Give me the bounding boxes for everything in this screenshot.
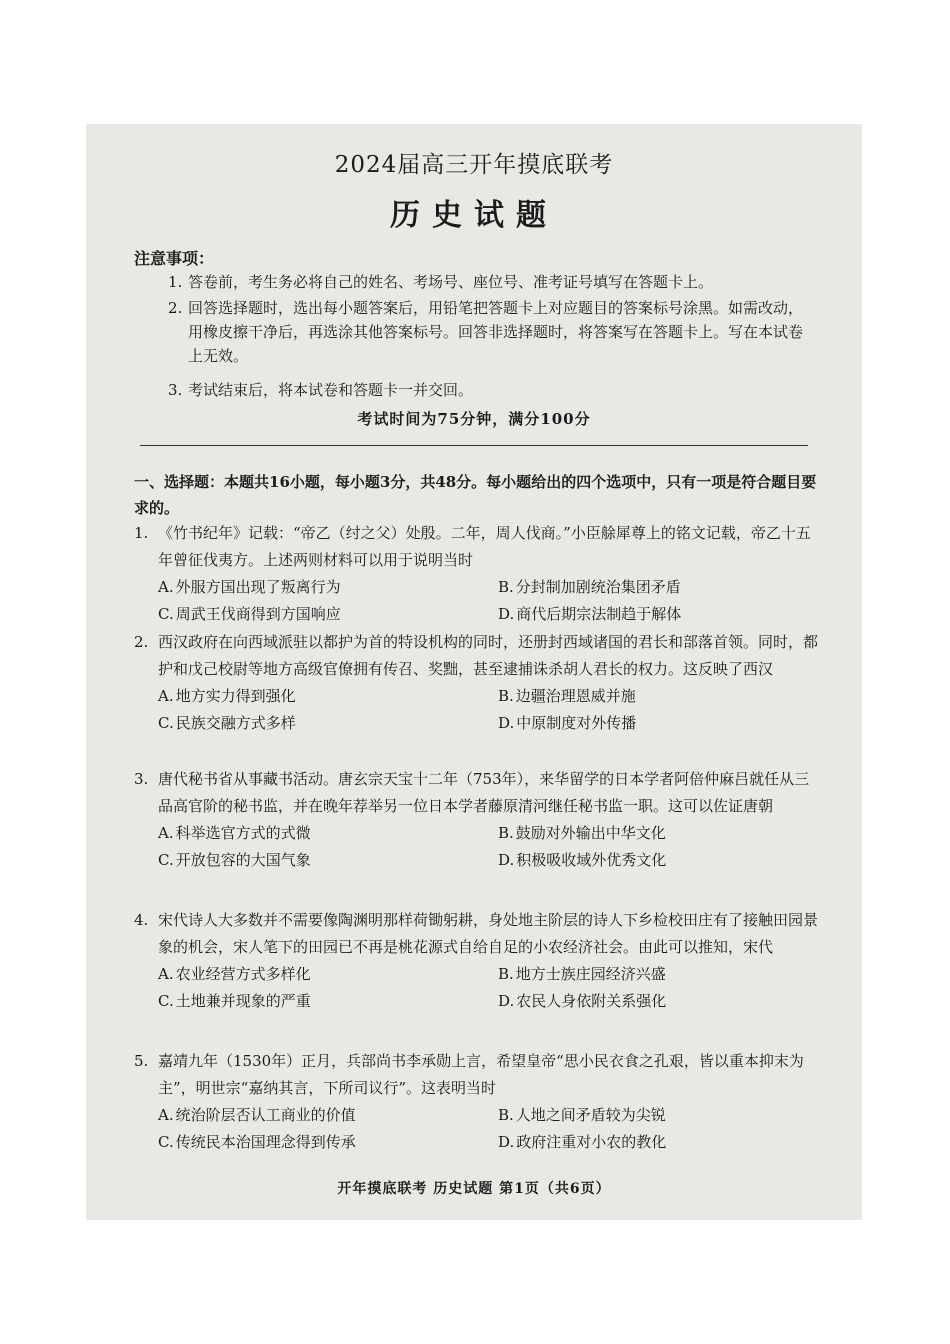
exam-paper-photo — [86, 124, 862, 1220]
option-text: 商代后期宗法制趋于解体 — [516, 605, 682, 623]
option-b — [498, 683, 838, 710]
option-b — [498, 574, 838, 601]
option-text: 地方士族庄园经济兴盛 — [515, 965, 666, 983]
option-text: 边疆治理恩威并施 — [515, 687, 636, 705]
question-3 — [134, 766, 824, 874]
option-text: 农民人身依附关系强化 — [516, 992, 667, 1010]
option-letter: C. — [158, 714, 174, 732]
question-text: 宋代诗人大多数并不需要像陶渊明那样荷锄躬耕，身处地主阶层的诗人下乡检校田庄有了接触田园景象的机会，宋人笔下的田园已不再是桃花源式自给自足的小农经济社会。由此可以推知，宋代 — [158, 911, 819, 956]
question-1 — [134, 520, 824, 628]
question-5 — [134, 1048, 824, 1156]
option-letter: A. — [158, 1106, 174, 1124]
option-letter: A. — [158, 965, 174, 983]
option-letter: A. — [158, 687, 174, 705]
option-d — [498, 847, 838, 874]
notice-item-1 — [168, 270, 818, 294]
option-c — [158, 601, 498, 628]
subject-title: 历史试题 — [390, 198, 558, 233]
option-letter: D. — [498, 605, 515, 623]
option-list — [134, 683, 824, 737]
option-text: 积极吸收域外优秀文化 — [516, 851, 667, 869]
option-letter: D. — [498, 714, 515, 732]
notice-item-text: 答卷前，考生务必将自己的姓名、考场号、座位号、准考证号填写在答题卡上。 — [188, 273, 714, 291]
option-a — [158, 961, 498, 988]
option-text: 政府注重对小农的教化 — [516, 1133, 667, 1151]
question-text: 《竹书纪年》记载：“帝乙（纣之父）处殷。二年，周人伐商。”小臣艅犀尊上的铭文记载，帝乙十五年曾征伐夷方。上述两则材料可以用于说明当时 — [158, 524, 811, 569]
notice-item-3 — [168, 378, 818, 402]
notice-item-text: 回答选择题时，选出每小题答案后，用铅笔把答题卡上对应题目的答案标号涂黑。如需改动，用橡皮擦干净后，再选涂其他答案标号。回答非选择题时，将答案写在答题卡上。写在本试卷上无效。 — [188, 299, 804, 365]
option-text: 地方实力得到强化 — [175, 687, 296, 705]
option-letter: D. — [498, 1133, 515, 1151]
option-text: 外服方国出现了叛离行为 — [175, 578, 341, 596]
option-text: 开放包容的大国气象 — [175, 851, 311, 869]
question-number: 3. — [134, 770, 149, 788]
option-letter: C. — [158, 851, 174, 869]
option-c — [158, 847, 498, 874]
option-letter: B. — [498, 965, 514, 983]
notice-heading: 注意事项： — [134, 249, 215, 268]
question-text: 唐代秘书省从事藏书活动。唐玄宗天宝十二年（753年），来华留学的日本学者阿倍仲麻吕就任从三品高官阶的秘书监，并在晚年荐举另一位日本学者藤原清河继任秘书监一职。这可以佐证唐朝 — [158, 770, 810, 815]
question-stem — [134, 629, 824, 683]
option-a — [158, 574, 498, 601]
option-b — [498, 961, 838, 988]
option-text: 传统民本治国理念得到传承 — [175, 1133, 356, 1151]
option-letter: D. — [498, 992, 515, 1010]
option-c — [158, 710, 498, 737]
question-2 — [134, 629, 824, 737]
page-footer: 开年摸底联考 历史试题 第1页（共6页） — [337, 1181, 611, 1197]
option-d — [498, 1129, 838, 1156]
question-stem — [134, 1048, 824, 1102]
option-text: 鼓励对外输出中华文化 — [515, 824, 666, 842]
option-list — [134, 820, 824, 874]
option-letter: B. — [498, 1106, 514, 1124]
option-text: 中原制度对外传播 — [516, 714, 637, 732]
option-b — [498, 1102, 838, 1129]
question-stem — [134, 907, 824, 961]
exam-time-note: 考试时间为75分钟，满分100分 — [357, 410, 591, 428]
option-letter: A. — [158, 578, 174, 596]
notice-item-number: 3. — [168, 381, 183, 399]
question-text: 嘉靖九年（1530年）正月，兵部尚书李承勋上言，希望皇帝“思小民衣食之孔艰，皆以重本抑末为主”，明世宗“嘉纳其言，下所司议行”。这表明当时 — [158, 1052, 804, 1097]
question-4 — [134, 907, 824, 1015]
header-divider — [140, 445, 808, 446]
option-a — [158, 820, 498, 847]
option-list — [134, 1102, 824, 1156]
option-letter: B. — [498, 824, 514, 842]
notice-item-number: 1. — [168, 273, 183, 291]
option-letter: A. — [158, 824, 174, 842]
section-heading: 一、选择题：本题共16小题，每小题3分，共48分。每小题给出的四个选项中，只有一项是符合题目要求的。 — [134, 473, 817, 517]
option-letter: C. — [158, 605, 174, 623]
option-text: 土地兼并现象的严重 — [175, 992, 311, 1010]
question-stem — [134, 520, 824, 574]
option-list — [134, 961, 824, 1015]
notice-item-number: 2. — [168, 299, 183, 317]
document-header — [86, 124, 862, 234]
question-number: 5. — [134, 1052, 149, 1070]
notice-item-2 — [168, 296, 818, 368]
option-text: 统治阶层否认工商业的价值 — [175, 1106, 356, 1124]
option-text: 周武王伐商得到方国响应 — [175, 605, 341, 623]
option-list — [134, 574, 824, 628]
question-stem — [134, 766, 824, 820]
option-c — [158, 988, 498, 1015]
question-text: 西汉政府在向西域派驻以都护为首的特设机构的同时，还册封西域诸国的君长和部落首领。同时，都护和戊己校尉等地方高级官僚拥有传召、奖黜，甚至逮捕诛杀胡人君长的权力。这反映了西汉 — [158, 633, 819, 678]
option-c — [158, 1129, 498, 1156]
question-number: 1. — [134, 524, 149, 542]
notice-item-text: 考试结束后，将本试卷和答题卡一并交回。 — [188, 381, 474, 399]
question-number: 4. — [134, 911, 149, 929]
option-letter: C. — [158, 1133, 174, 1151]
option-b — [498, 820, 838, 847]
option-text: 科举选官方式的式微 — [175, 824, 311, 842]
option-letter: D. — [498, 851, 515, 869]
option-a — [158, 1102, 498, 1129]
question-number: 2. — [134, 633, 149, 651]
option-text: 民族交融方式多样 — [175, 714, 296, 732]
option-text: 分封制加剧统治集团矛盾 — [515, 578, 681, 596]
option-d — [498, 988, 838, 1015]
option-letter: B. — [498, 578, 514, 596]
option-letter: B. — [498, 687, 514, 705]
option-text: 农业经营方式多样化 — [175, 965, 311, 983]
option-d — [498, 601, 838, 628]
option-d — [498, 710, 838, 737]
option-a — [158, 683, 498, 710]
option-text: 人地之间矛盾较为尖锐 — [515, 1106, 666, 1124]
exam-title: 2024届高三开年摸底联考 — [334, 152, 614, 178]
option-letter: C. — [158, 992, 174, 1010]
